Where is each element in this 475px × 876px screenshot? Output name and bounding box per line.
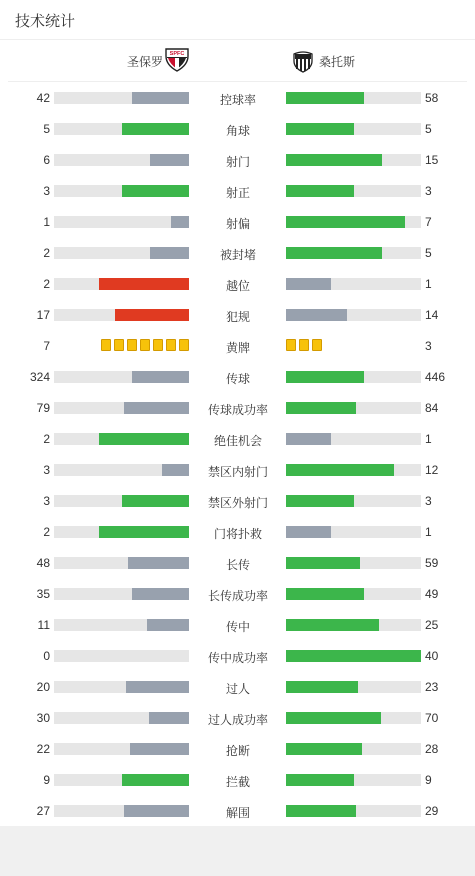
stat-row [0, 795, 475, 826]
home-bar-track [54, 278, 189, 290]
home-bar-track [54, 619, 189, 631]
home-bar-fill [122, 123, 190, 135]
yellow-card-icon [166, 339, 176, 351]
home-value: 27 [36, 804, 50, 818]
away-value: 3 [425, 339, 432, 353]
away-team-name: 桑托斯 [319, 55, 356, 69]
stat-row [0, 423, 475, 454]
away-bar-track [286, 774, 421, 786]
home-bar-fill [132, 588, 189, 600]
away-bar-track [286, 619, 421, 631]
home-value: 20 [36, 680, 50, 694]
sao-paulo-crest-icon [164, 48, 190, 77]
away-bar-fill [286, 526, 331, 538]
yellow-card-icon [286, 339, 296, 351]
yellow-card-icon [299, 339, 309, 351]
yellow-card-icon [153, 339, 163, 351]
home-bar-track [54, 433, 189, 445]
home-bar-track [54, 743, 189, 755]
team-header [8, 40, 467, 82]
away-bar-fill [286, 216, 405, 228]
home-value: 2 [43, 277, 50, 291]
home-bar-track [54, 805, 189, 817]
away-value: 49 [425, 587, 439, 601]
home-value: 2 [43, 525, 50, 539]
stat-row [0, 144, 475, 175]
stat-label: 犯规 [225, 310, 250, 324]
stat-label: 传中成功率 [207, 651, 268, 665]
home-value: 79 [36, 401, 50, 415]
home-bar-fill [124, 402, 189, 414]
stat-row [0, 268, 475, 299]
stat-label: 抢断 [225, 744, 250, 758]
home-value: 9 [43, 773, 50, 787]
home-value: 6 [43, 153, 50, 167]
home-bar-track [54, 92, 189, 104]
stat-row [0, 175, 475, 206]
home-bar-track [54, 526, 189, 538]
yellow-card-icon [179, 339, 189, 351]
home-bar-fill [122, 185, 190, 197]
santos-crest-icon [291, 49, 315, 78]
away-bar-track [286, 650, 421, 662]
home-bar-track [54, 774, 189, 786]
home-value: 3 [43, 463, 50, 477]
away-bar-fill [286, 743, 362, 755]
away-value: 12 [425, 463, 439, 477]
away-bar-track [286, 216, 421, 228]
stat-row [0, 516, 475, 547]
away-bar-fill [286, 123, 354, 135]
away-bar-track [286, 371, 421, 383]
away-bar-fill [286, 185, 354, 197]
away-bar-fill [286, 464, 394, 476]
home-bar-fill [147, 619, 189, 631]
stat-row [0, 113, 475, 144]
stat-label: 传球 [225, 372, 250, 386]
away-yellow-cards [286, 339, 322, 351]
home-value: 3 [43, 184, 50, 198]
away-value: 5 [425, 246, 432, 260]
stat-row [0, 330, 475, 361]
stat-row [0, 299, 475, 330]
stat-label: 黄牌 [225, 341, 250, 355]
stat-label: 长传成功率 [207, 589, 268, 603]
away-value: 3 [425, 494, 432, 508]
home-bar-track [54, 681, 189, 693]
home-bar-fill [99, 526, 189, 538]
away-value: 446 [425, 370, 446, 384]
home-bar-fill [130, 743, 189, 755]
stat-label: 被封堵 [219, 248, 256, 262]
home-bar-fill [99, 433, 189, 445]
away-bar-track [286, 433, 421, 445]
away-bar-fill [286, 619, 379, 631]
home-value: 1 [43, 215, 50, 229]
away-bar-track [286, 92, 421, 104]
away-bar-fill [286, 92, 364, 104]
home-bar-fill [99, 278, 189, 290]
stat-row [0, 237, 475, 268]
stat-row [0, 206, 475, 237]
home-value: 48 [36, 556, 50, 570]
away-bar-track [286, 185, 421, 197]
stat-label: 传球成功率 [207, 403, 268, 417]
away-bar-track [286, 247, 421, 259]
stat-label: 解围 [225, 806, 250, 820]
stat-label: 射正 [225, 186, 250, 200]
stat-row [0, 733, 475, 764]
away-bar-fill [286, 433, 331, 445]
home-value: 324 [29, 370, 50, 384]
away-bar-track [286, 464, 421, 476]
home-bar-fill [122, 774, 190, 786]
home-value: 2 [43, 432, 50, 446]
home-value: 22 [36, 742, 50, 756]
away-bar-fill [286, 681, 358, 693]
stat-label: 门将扑救 [213, 527, 262, 541]
yellow-card-icon [140, 339, 150, 351]
home-bar-track [54, 712, 189, 724]
home-bar-track [54, 216, 189, 228]
home-bar-track [54, 557, 189, 569]
stat-label: 绝佳机会 [213, 434, 262, 448]
home-bar-track [54, 371, 189, 383]
home-team-name: 圣保罗 [126, 55, 163, 69]
home-bar-fill [150, 154, 189, 166]
away-bar-fill [286, 557, 360, 569]
home-value: 3 [43, 494, 50, 508]
home-bar-track [54, 309, 189, 321]
stat-row [0, 671, 475, 702]
stat-label: 过人成功率 [207, 713, 268, 727]
home-bar-fill [124, 805, 189, 817]
away-bar-track [286, 309, 421, 321]
stat-label: 传中 [225, 620, 250, 634]
home-bar-fill [126, 681, 189, 693]
away-bar-track [286, 526, 421, 538]
home-bar-track [54, 588, 189, 600]
home-bar-track [54, 402, 189, 414]
away-value: 28 [425, 742, 439, 756]
away-bar-fill [286, 309, 347, 321]
panel-title: 技术统计 [15, 13, 76, 30]
away-bar-fill [286, 588, 364, 600]
stat-label: 过人 [225, 682, 250, 696]
away-value: 84 [425, 401, 439, 415]
home-bar-track [54, 154, 189, 166]
away-value: 70 [425, 711, 439, 725]
home-bar-track [54, 247, 189, 259]
stat-row [0, 82, 475, 113]
stat-row [0, 640, 475, 671]
stat-row [0, 578, 475, 609]
away-value: 15 [425, 153, 439, 167]
home-value: 2 [43, 246, 50, 260]
home-bar-fill [128, 557, 189, 569]
yellow-card-icon [127, 339, 137, 351]
stat-label: 控球率 [219, 93, 256, 107]
away-value: 7 [425, 215, 432, 229]
away-bar-track [286, 681, 421, 693]
stat-label: 角球 [225, 124, 250, 138]
home-value: 11 [37, 618, 50, 632]
home-bar-track [54, 185, 189, 197]
home-value: 7 [43, 339, 50, 353]
stat-label: 禁区外射门 [207, 496, 268, 510]
stat-row [0, 454, 475, 485]
home-bar-fill [115, 309, 189, 321]
stat-label: 射偏 [225, 217, 250, 231]
away-bar-fill [286, 495, 354, 507]
away-value: 29 [425, 804, 439, 818]
away-bar-fill [286, 154, 382, 166]
home-bar-fill [132, 92, 189, 104]
away-value: 59 [425, 556, 439, 570]
away-value: 3 [425, 184, 432, 198]
away-bar-track [286, 154, 421, 166]
home-crest-lettering: SPFC [169, 51, 185, 57]
stat-row [0, 547, 475, 578]
yellow-card-icon [101, 339, 111, 351]
away-bar-track [286, 123, 421, 135]
home-bar-track [54, 123, 189, 135]
yellow-card-icon [312, 339, 322, 351]
home-value: 30 [36, 711, 50, 725]
away-value: 25 [425, 618, 439, 632]
home-value: 35 [36, 587, 50, 601]
home-value: 0 [43, 649, 50, 663]
home-value: 5 [43, 122, 50, 136]
away-bar-fill [286, 650, 421, 662]
stats-list [0, 82, 475, 826]
home-bar-fill [162, 464, 189, 476]
stat-label: 越位 [225, 279, 250, 293]
stat-row [0, 392, 475, 423]
away-value: 9 [425, 773, 432, 787]
stat-label: 拦截 [225, 775, 250, 789]
away-bar-track [286, 743, 421, 755]
away-bar-track [286, 805, 421, 817]
away-bar-fill [286, 712, 381, 724]
away-bar-track [286, 588, 421, 600]
stat-row [0, 485, 475, 516]
yellow-card-icon [114, 339, 124, 351]
away-bar-track [286, 402, 421, 414]
away-bar-fill [286, 247, 382, 259]
away-value: 1 [425, 525, 432, 539]
away-bar-track [286, 557, 421, 569]
stat-label: 禁区内射门 [207, 465, 268, 479]
away-bar-fill [286, 402, 356, 414]
home-bar-track [54, 650, 189, 662]
away-bar-track [286, 495, 421, 507]
away-value: 14 [425, 308, 439, 322]
away-value: 40 [425, 649, 439, 663]
away-value: 1 [425, 277, 432, 291]
home-bar-track [54, 464, 189, 476]
home-bar-fill [132, 371, 189, 383]
stat-row [0, 764, 475, 795]
home-value: 42 [36, 91, 50, 105]
away-bar-fill [286, 278, 331, 290]
away-value: 58 [425, 91, 439, 105]
home-bar-fill [122, 495, 190, 507]
stat-row [0, 702, 475, 733]
away-bar-fill [286, 774, 354, 786]
title-bar [0, 0, 475, 40]
stat-row [0, 361, 475, 392]
away-bar-track [286, 278, 421, 290]
stat-label: 射门 [225, 155, 250, 169]
away-value: 1 [425, 432, 432, 446]
away-value: 23 [425, 680, 439, 694]
home-bar-fill [149, 712, 190, 724]
away-value: 5 [425, 122, 432, 136]
away-bar-track [286, 712, 421, 724]
stat-row [0, 609, 475, 640]
home-value: 17 [36, 308, 50, 322]
home-bar-fill [150, 247, 189, 259]
away-bar-fill [286, 805, 356, 817]
away-bar-fill [286, 371, 364, 383]
home-bar-fill [171, 216, 189, 228]
stat-label: 长传 [225, 558, 250, 572]
home-bar-track [54, 495, 189, 507]
home-yellow-cards [101, 339, 189, 351]
